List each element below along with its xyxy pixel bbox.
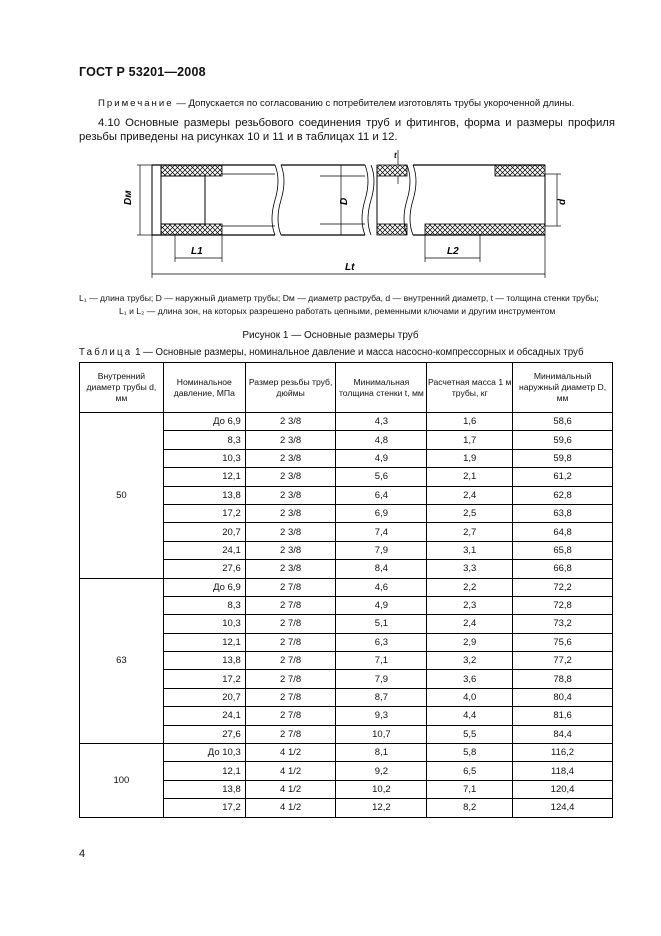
cell-wall-thickness: 4,9 bbox=[336, 596, 427, 614]
cell-wall-thickness: 7,4 bbox=[336, 523, 427, 541]
cell-mass: 2,4 bbox=[427, 615, 513, 633]
header-thread-size: Размер резьбы труб, дюймы bbox=[245, 363, 336, 413]
cell-wall-thickness: 10,7 bbox=[336, 725, 427, 743]
cell-pressure: До 6,9 bbox=[163, 578, 245, 596]
cell-wall-thickness: 9,3 bbox=[336, 707, 427, 725]
cell-thread-size: 2 3/8 bbox=[245, 413, 336, 431]
cell-wall-thickness: 4,8 bbox=[336, 431, 427, 449]
cell-wall-thickness: 8,1 bbox=[336, 744, 427, 762]
cell-thread-size: 2 7/8 bbox=[245, 578, 336, 596]
label-l2: L2 bbox=[447, 246, 459, 257]
data-table bbox=[79, 362, 613, 818]
cell-mass: 2,1 bbox=[427, 468, 513, 486]
cell-thread-size: 4 1/2 bbox=[245, 799, 336, 817]
cell-pressure: 10,3 bbox=[163, 449, 245, 467]
cell-pressure: 8,3 bbox=[163, 596, 245, 614]
paragraph-4-10: 4.10 Основные размеры резьбового соединения труб и фитингов, форма и размеры профиля резьбы приведены на рисунках 10 и 11 и в таблицах 11 и 12. bbox=[79, 117, 615, 143]
cell-pressure: 12,1 bbox=[163, 468, 245, 486]
cell-thread-size: 4 1/2 bbox=[245, 762, 336, 780]
table-row bbox=[80, 578, 613, 596]
cell-outer-diameter: 77,2 bbox=[513, 652, 613, 670]
cell-pressure: 20,7 bbox=[163, 688, 245, 706]
cell-mass: 4,4 bbox=[427, 707, 513, 725]
cell-inner-diameter: 100 bbox=[80, 744, 164, 818]
cell-wall-thickness: 8,4 bbox=[336, 560, 427, 578]
pipe-figure bbox=[95, 150, 585, 282]
legend-line-2: L₁ и L₂ — длина зон, на которых разрешено работать цепными, ременными ключами и другим инструментом bbox=[119, 306, 556, 316]
cell-wall-thickness: 8,7 bbox=[336, 688, 427, 706]
header-inner-diameter: Внутренний диаметр трубы d, мм bbox=[80, 363, 164, 413]
cell-pressure: 10,3 bbox=[163, 615, 245, 633]
cell-outer-diameter: 58,6 bbox=[513, 413, 613, 431]
cell-thread-size: 2 3/8 bbox=[245, 560, 336, 578]
cell-thread-size: 2 3/8 bbox=[245, 449, 336, 467]
cell-wall-thickness: 7,9 bbox=[336, 541, 427, 559]
table-row bbox=[80, 744, 613, 762]
cell-outer-diameter: 84,4 bbox=[513, 725, 613, 743]
label-dm: Dм bbox=[123, 190, 134, 205]
coupling-left bbox=[152, 165, 222, 235]
cell-outer-diameter: 116,2 bbox=[513, 744, 613, 762]
table-caption bbox=[79, 347, 619, 358]
table-caption-text: 1 — Основные размеры, номинальное давление и масса насосно-компрессорных и обсадных труб bbox=[135, 347, 584, 358]
cell-outer-diameter: 72,8 bbox=[513, 596, 613, 614]
table-caption-lead: Таблица bbox=[79, 347, 133, 358]
cell-wall-thickness: 7,1 bbox=[336, 652, 427, 670]
cell-wall-thickness: 5,1 bbox=[336, 615, 427, 633]
cell-inner-diameter: 50 bbox=[80, 413, 164, 579]
cell-thread-size: 2 7/8 bbox=[245, 652, 336, 670]
cell-pressure: 13,8 bbox=[163, 486, 245, 504]
cell-thread-size: 2 3/8 bbox=[245, 541, 336, 559]
cell-thread-size: 4 1/2 bbox=[245, 780, 336, 798]
cell-mass: 4,0 bbox=[427, 688, 513, 706]
figure-legend bbox=[79, 292, 615, 318]
cell-outer-diameter: 59,8 bbox=[513, 449, 613, 467]
cell-pressure: 17,2 bbox=[163, 799, 245, 817]
cell-wall-thickness: 4,3 bbox=[336, 413, 427, 431]
cell-thread-size: 2 7/8 bbox=[245, 670, 336, 688]
cell-mass: 3,6 bbox=[427, 670, 513, 688]
cell-thread-size: 2 3/8 bbox=[245, 486, 336, 504]
note-lead: Примечание bbox=[98, 98, 174, 109]
cell-pressure: 17,2 bbox=[163, 504, 245, 522]
cell-thread-size: 2 3/8 bbox=[245, 523, 336, 541]
cell-mass: 8,2 bbox=[427, 799, 513, 817]
cell-outer-diameter: 61,2 bbox=[513, 468, 613, 486]
cell-outer-diameter: 80,4 bbox=[513, 688, 613, 706]
cell-pressure: 12,1 bbox=[163, 633, 245, 651]
cell-mass: 5,8 bbox=[427, 744, 513, 762]
cell-wall-thickness: 12,2 bbox=[336, 799, 427, 817]
cell-mass: 5,5 bbox=[427, 725, 513, 743]
cell-wall-thickness: 10,2 bbox=[336, 780, 427, 798]
cell-pressure: 24,1 bbox=[163, 541, 245, 559]
cell-wall-thickness: 6,3 bbox=[336, 633, 427, 651]
cell-pressure: 8,3 bbox=[163, 431, 245, 449]
cell-thread-size: 2 3/8 bbox=[245, 468, 336, 486]
cell-wall-thickness: 4,9 bbox=[336, 449, 427, 467]
note-text: — Допускается по согласованию с потребителем изготовлять трубы укороченной длины. bbox=[173, 98, 575, 109]
cell-mass: 2,4 bbox=[427, 486, 513, 504]
cell-thread-size: 2 3/8 bbox=[245, 431, 336, 449]
cell-mass: 3,1 bbox=[427, 541, 513, 559]
cell-thread-size: 4 1/2 bbox=[245, 744, 336, 762]
table-row bbox=[80, 413, 613, 431]
cell-mass: 6,5 bbox=[427, 762, 513, 780]
cell-thread-size: 2 7/8 bbox=[245, 633, 336, 651]
header-outer-diameter: Минимальный наружный диаметр D, мм bbox=[513, 363, 613, 413]
label-lt: Lt bbox=[345, 262, 355, 273]
cell-thread-size: 2 7/8 bbox=[245, 707, 336, 725]
cell-thread-size: 2 7/8 bbox=[245, 725, 336, 743]
cell-inner-diameter: 63 bbox=[80, 578, 164, 744]
cell-mass: 3,3 bbox=[427, 560, 513, 578]
cell-mass: 3,2 bbox=[427, 652, 513, 670]
header-mass: Расчетная масса 1 м трубы, кг bbox=[427, 363, 513, 413]
header-wall-thickness: Минимальная толщина стенки t, мм bbox=[336, 363, 427, 413]
note bbox=[98, 98, 618, 109]
cell-pressure: 24,1 bbox=[163, 707, 245, 725]
cell-mass: 2,5 bbox=[427, 504, 513, 522]
cell-pressure: До 10,3 bbox=[163, 744, 245, 762]
cell-thread-size: 2 7/8 bbox=[245, 596, 336, 614]
cell-wall-thickness: 7,9 bbox=[336, 670, 427, 688]
cell-outer-diameter: 72,2 bbox=[513, 578, 613, 596]
cell-outer-diameter: 78,8 bbox=[513, 670, 613, 688]
cell-mass: 7,1 bbox=[427, 780, 513, 798]
cell-pressure: 13,8 bbox=[163, 652, 245, 670]
document-header: ГОСТ Р 53201—2008 bbox=[79, 65, 206, 79]
cell-pressure: 17,2 bbox=[163, 670, 245, 688]
cell-mass: 2,9 bbox=[427, 633, 513, 651]
cell-outer-diameter: 75,6 bbox=[513, 633, 613, 651]
cell-thread-size: 2 3/8 bbox=[245, 504, 336, 522]
cell-mass: 1,6 bbox=[427, 413, 513, 431]
figure-caption: Рисунок 1 — Основные размеры труб bbox=[242, 330, 419, 341]
page-number: 4 bbox=[79, 848, 86, 860]
cell-mass: 2,2 bbox=[427, 578, 513, 596]
cell-outer-diameter: 65,8 bbox=[513, 541, 613, 559]
cell-outer-diameter: 73,2 bbox=[513, 615, 613, 633]
cell-outer-diameter: 118,4 bbox=[513, 762, 613, 780]
cell-pressure: 13,8 bbox=[163, 780, 245, 798]
cell-pressure: 20,7 bbox=[163, 523, 245, 541]
cell-wall-thickness: 4,6 bbox=[336, 578, 427, 596]
table-body bbox=[80, 413, 613, 818]
cell-pressure: 12,1 bbox=[163, 762, 245, 780]
cell-pressure: До 6,9 bbox=[163, 413, 245, 431]
cell-outer-diameter: 81,6 bbox=[513, 707, 613, 725]
label-l1: L1 bbox=[191, 246, 203, 257]
cell-mass: 1,7 bbox=[427, 431, 513, 449]
cell-mass: 2,7 bbox=[427, 523, 513, 541]
label-d-inner: d bbox=[557, 198, 568, 205]
cell-outer-diameter: 124,4 bbox=[513, 799, 613, 817]
pipe-body bbox=[222, 165, 545, 235]
header-pressure: Номинальное давление, МПа bbox=[163, 363, 245, 413]
cell-outer-diameter: 63,8 bbox=[513, 504, 613, 522]
label-t: t bbox=[394, 151, 397, 160]
cell-thread-size: 2 7/8 bbox=[245, 688, 336, 706]
cell-thread-size: 2 7/8 bbox=[245, 615, 336, 633]
table-header-row bbox=[80, 363, 613, 413]
cell-wall-thickness: 6,9 bbox=[336, 504, 427, 522]
label-d-outer: D bbox=[339, 197, 350, 205]
cell-outer-diameter: 64,8 bbox=[513, 523, 613, 541]
cell-mass: 2,3 bbox=[427, 596, 513, 614]
legend-line-1: L₁ — длина трубы; D — наружный диаметр трубы; Dм — диаметр раструба, d — внутренний диаметр, t — толщина стенки трубы; bbox=[79, 293, 599, 303]
cell-pressure: 27,6 bbox=[163, 560, 245, 578]
cell-outer-diameter: 62,8 bbox=[513, 486, 613, 504]
cell-pressure: 27,6 bbox=[163, 725, 245, 743]
cell-wall-thickness: 9,2 bbox=[336, 762, 427, 780]
cell-wall-thickness: 5,6 bbox=[336, 468, 427, 486]
cell-outer-diameter: 120,4 bbox=[513, 780, 613, 798]
cell-wall-thickness: 6,4 bbox=[336, 486, 427, 504]
cell-outer-diameter: 66,8 bbox=[513, 560, 613, 578]
cell-outer-diameter: 59,6 bbox=[513, 431, 613, 449]
cell-mass: 1,9 bbox=[427, 449, 513, 467]
